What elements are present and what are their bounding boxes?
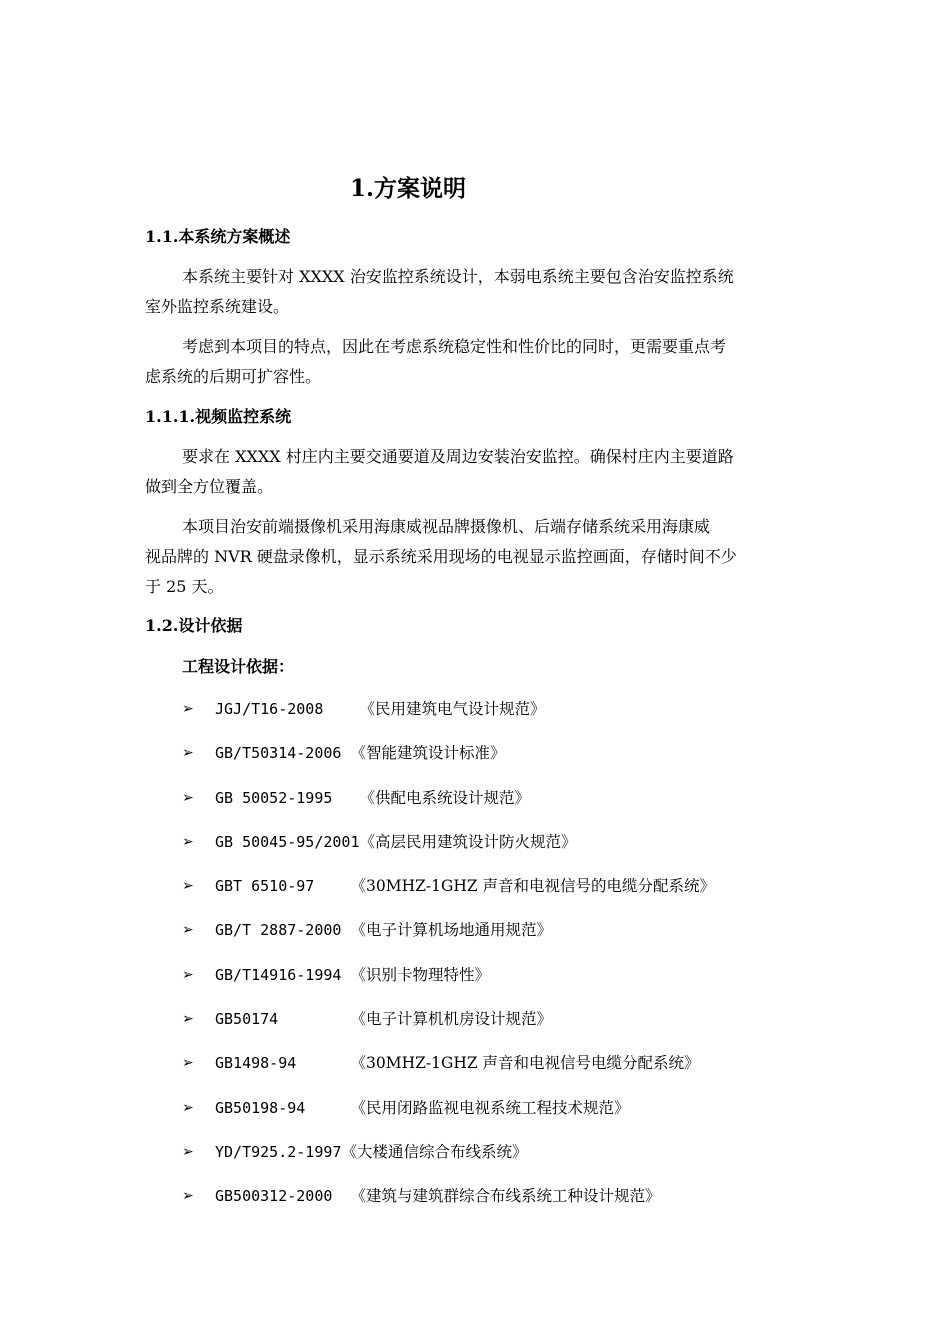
standard-name: 《大楼通信综合布线系统》 [341,1142,528,1161]
standard-code: GB500312-2000 [215,1187,351,1206]
standard-code: GB/T 2887-2000 [215,921,351,940]
standard-code: GB 50045-95/2001 [215,832,360,851]
standards-list [182,697,715,1229]
list-item [182,1051,715,1095]
paragraph-line: 视品牌的 NVR 硬盘录像机，显示系统采用现场的电视显示监控画面，存储时间不少 [145,547,737,566]
standard-name: 《电子计算机机房设计规范》 [350,1010,552,1029]
section-heading: 1.1.1.视频监控系统 [145,407,292,426]
bullet-arrow-icon: ➢ [182,1188,194,1205]
paragraph-line: 室外监控系统建设。 [145,297,290,316]
paragraph-line: 要求在 XXXX 村庄内主要交通要道及周边安装治安监控。确保村庄内主要道路 [182,447,734,466]
section-heading: 1.2.设计依据 [145,616,243,635]
bullet-arrow-icon: ➢ [182,922,194,939]
bullet-arrow-icon: ➢ [182,789,194,806]
section-heading: 1.1.本系统方案概述 [145,227,291,246]
bullet-arrow-icon: ➢ [182,878,194,895]
standard-name: 《30MHZ-1GHZ 声音和电视信号的电缆分配系统》 [350,877,716,896]
list-item [182,963,715,1007]
standard-name: 《电子计算机场地通用规范》 [350,921,552,940]
standard-name: 《识别卡物理特性》 [350,965,490,984]
standard-name: 《30MHZ-1GHZ 声音和电视信号电缆分配系统》 [350,1054,700,1073]
bullet-arrow-icon: ➢ [182,701,194,717]
page-title: 1.方案说明 [349,175,466,202]
list-item [182,874,715,918]
list-item [182,697,715,741]
paragraph-line: 做到全方位覆盖。 [145,477,274,496]
standard-name: 《智能建筑设计标准》 [350,744,506,763]
paragraph-line: 本项目治安前端摄像机采用海康威视品牌摄像机、后端存储系统采用海康威 [182,517,711,536]
standard-code: GB50174 [215,1010,351,1029]
standard-name: 《建筑与建筑群综合布线系统工种设计规范》 [350,1187,661,1206]
standard-code: YD/T925.2-1997 [215,1142,342,1161]
list-item [182,1096,715,1140]
standard-code: JGJ/T16-2008 [215,700,360,718]
list-item [182,918,715,962]
paragraph-line: 本系统主要针对 XXXX 治安监控系统设计，本弱电系统主要包含治安监控系统 [182,267,734,286]
list-item [182,786,715,830]
paragraph-line: 虑系统的后期可扩容性。 [145,367,322,386]
bullet-arrow-icon: ➢ [182,1143,194,1160]
list-item [182,1140,715,1184]
list-item [182,1184,715,1228]
paragraph [145,332,825,392]
list-item [182,830,715,874]
paragraph [145,512,825,602]
standard-code: GB1498-94 [215,1054,351,1073]
bullet-arrow-icon: ➢ [182,966,194,983]
subheading: 工程设计依据： [182,657,295,676]
bullet-arrow-icon: ➢ [182,1055,194,1072]
standard-code: GB/T50314-2006 [215,744,351,763]
standard-code: GB 50052-1995 [215,788,360,807]
list-item [182,1007,715,1051]
standard-name: 《民用闭路监视电视系统工程技术规范》 [350,1098,630,1117]
standard-name: 《供配电系统设计规范》 [359,788,531,807]
standard-code: GB50198-94 [215,1098,351,1117]
standard-code: GB/T14916-1994 [215,965,351,984]
paragraph [145,442,825,502]
list-item [182,741,715,785]
paragraph-line: 于 25 天。 [145,577,224,596]
paragraph [145,262,825,322]
bullet-arrow-icon: ➢ [182,745,194,762]
bullet-arrow-icon: ➢ [182,1099,194,1116]
standard-name: 《高层民用建筑设计防火规范》 [359,832,577,851]
paragraph-line: 考虑到本项目的特点，因此在考虑系统稳定性和性价比的同时，更需要重点考 [182,337,727,356]
bullet-arrow-icon: ➢ [182,833,194,850]
standard-name: 《民用建筑电气设计规范》 [359,700,546,718]
bullet-arrow-icon: ➢ [182,1011,194,1028]
standard-code: GBT 6510-97 [215,877,351,896]
